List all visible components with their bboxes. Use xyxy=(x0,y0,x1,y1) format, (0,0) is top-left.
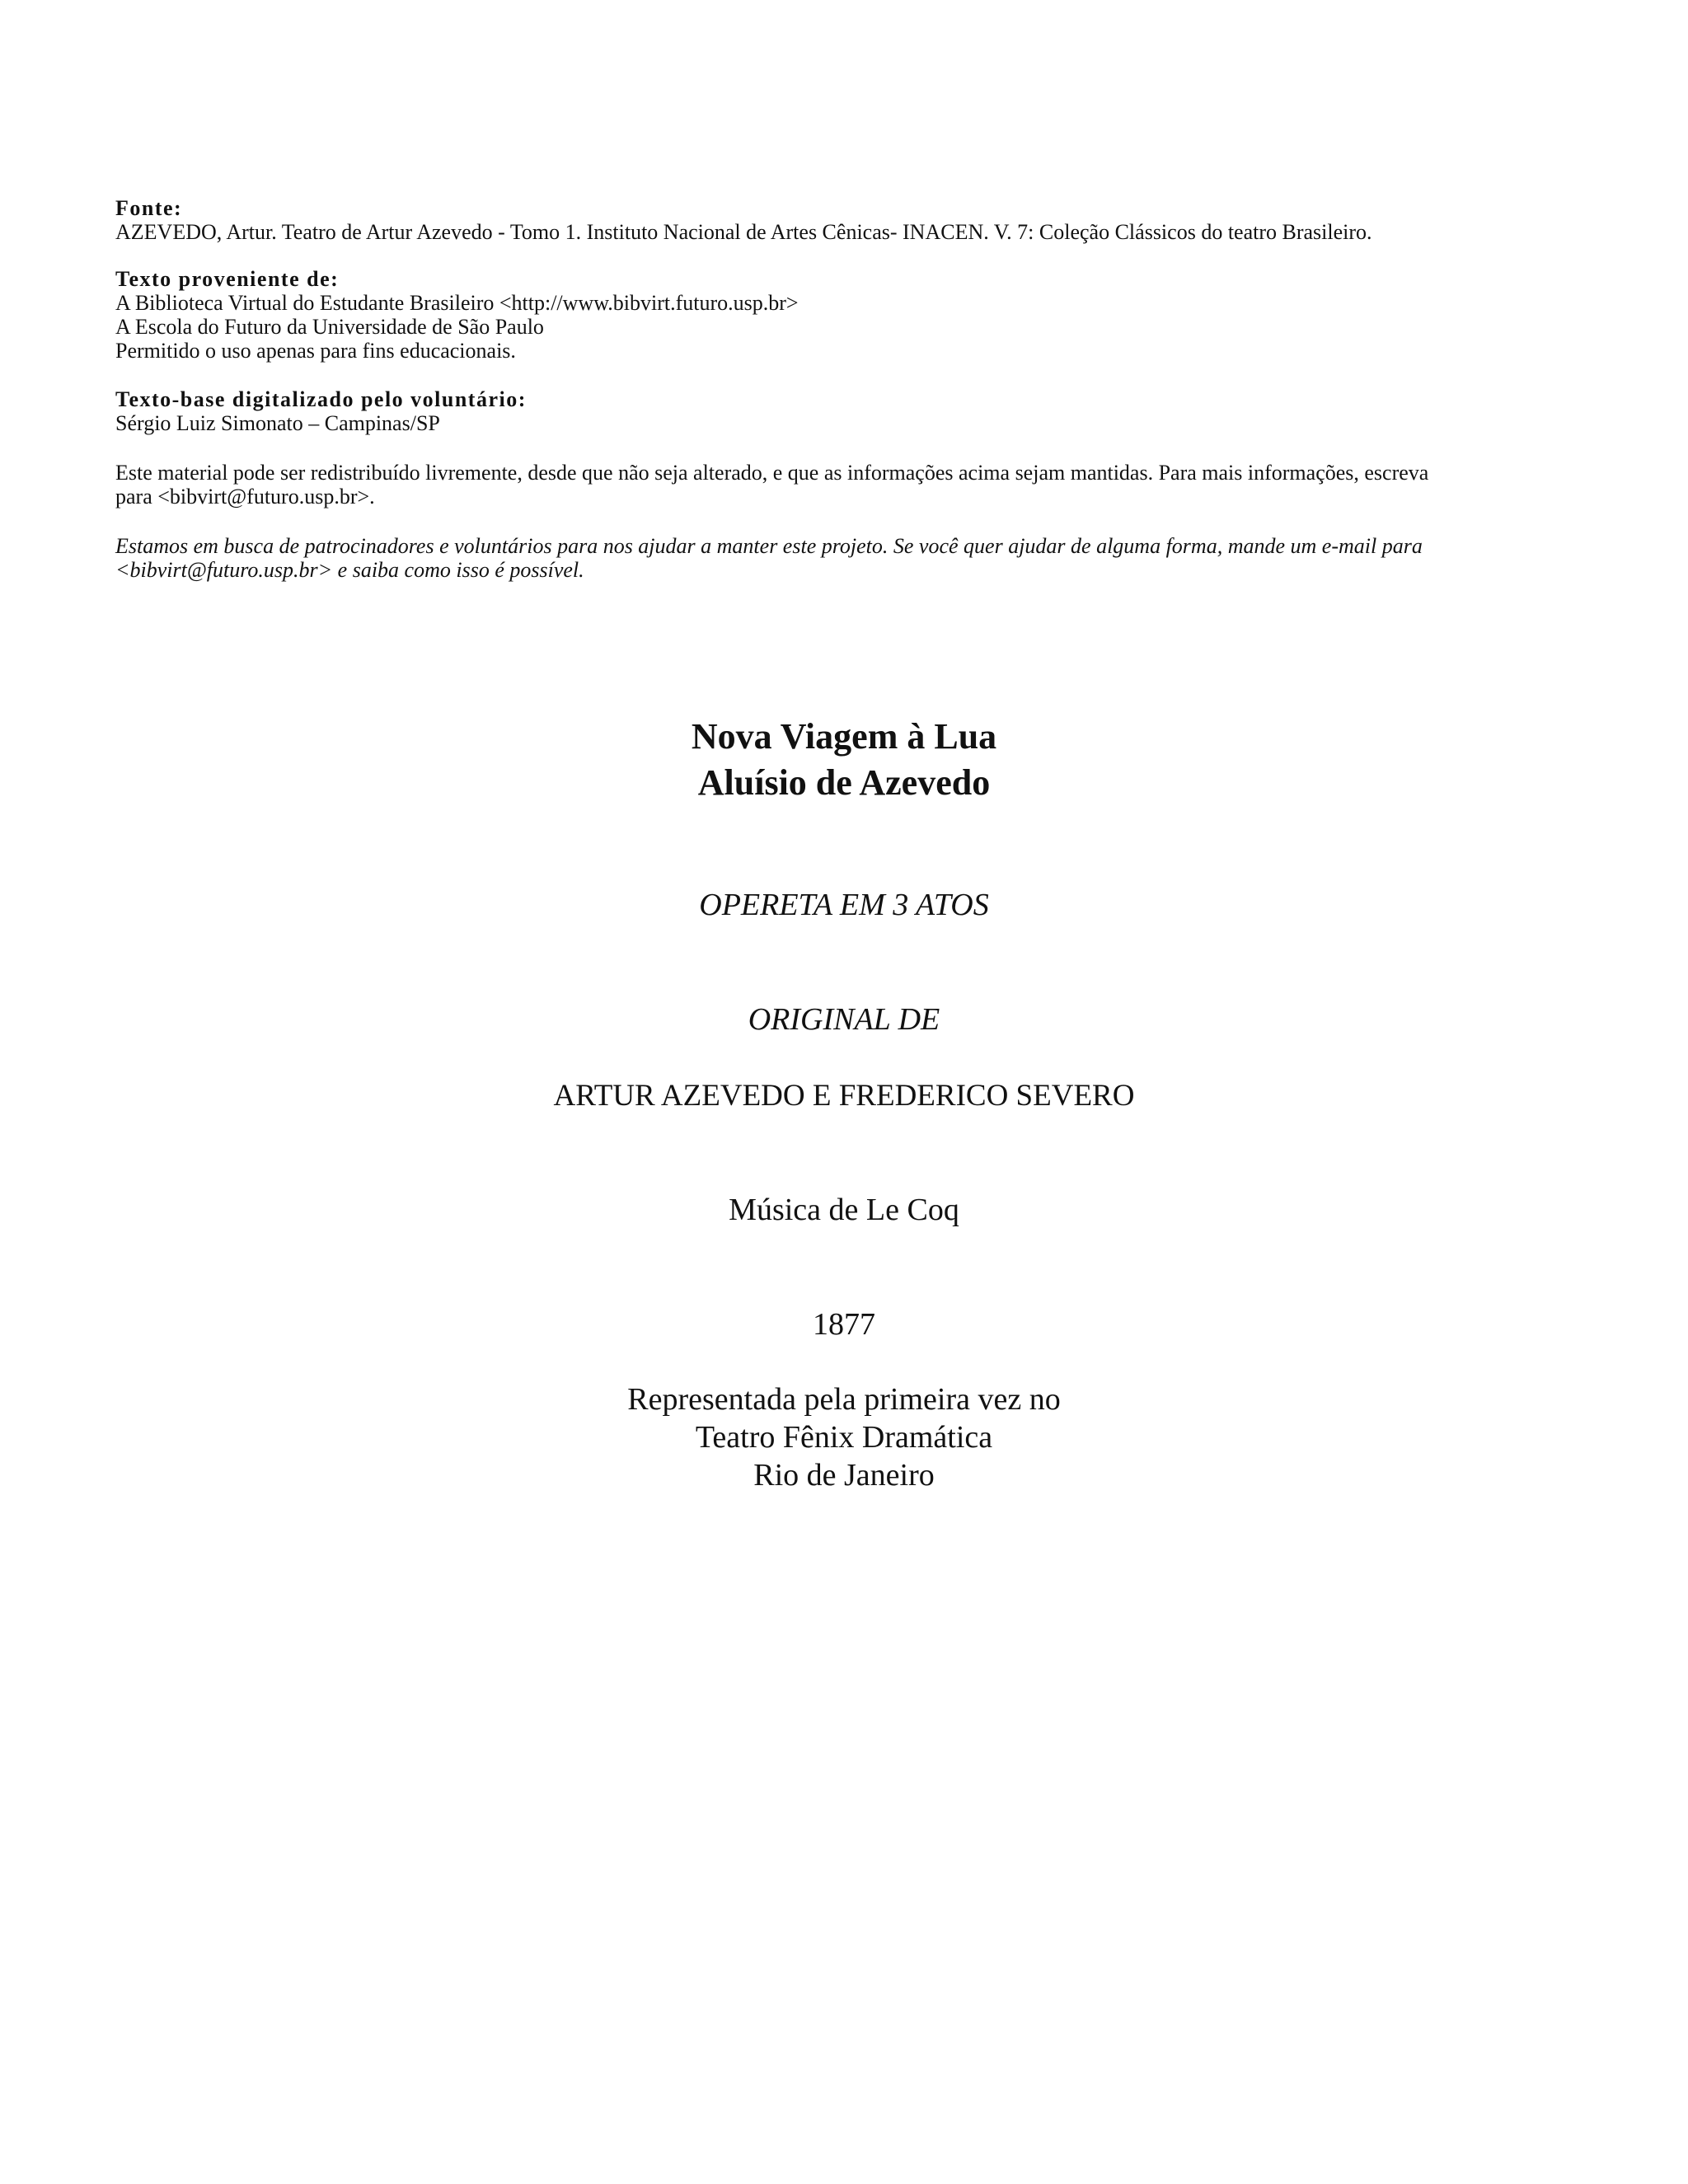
source-heading: Fonte: xyxy=(115,196,183,220)
origin-line: Permitido o uso apenas para fins educacionais. xyxy=(115,339,516,363)
source-block xyxy=(115,196,1467,244)
original-authors: ARTUR AZEVEDO E FREDERICO SEVERO xyxy=(553,1079,1135,1113)
premiere-info xyxy=(0,1380,1688,1494)
volunteer-name: Sérgio Luiz Simonato – Campinas/SP xyxy=(115,411,440,435)
work-author: Aluísio de Azevedo xyxy=(697,762,991,803)
premiere-line: Teatro Fênix Dramática xyxy=(695,1420,993,1455)
title-block xyxy=(0,714,1688,806)
volunteer-heading: Texto-base digitalizado pelo voluntário: xyxy=(115,387,527,411)
sponsorship-call: Estamos em busca de patrocinadores e voluntários para nos ajudar a manter este projeto. Se você quer ajudar de alguma forma, mande um e-mail para <bibvirt@futuro.usp.br> e saiba como isso é possível. xyxy=(115,534,1423,582)
license-notice: Este material pode ser redistribuído livremente, desde que não seja alterado, e que as informações acima sejam mantidas. Para mais informações, escreva para <bibvirt@futuro.usp.br>. xyxy=(115,461,1429,509)
original-label: ORIGINAL DE xyxy=(748,1002,940,1037)
work-subtitle: OPERETA EM 3 ATOS xyxy=(699,888,989,922)
premiere-line: Representada pela primeira vez no xyxy=(627,1382,1061,1417)
work-title: Nova Viagem à Lua xyxy=(691,716,997,757)
source-citation: AZEVEDO, Artur. Teatro de Artur Azevedo - Tomo 1. Instituto Nacional de Artes Cênicas- INACEN. V. 7: Coleção Clássicos do teatro Brasileiro. xyxy=(115,220,1372,244)
year: 1877 xyxy=(813,1307,875,1342)
premiere-line: Rio de Janeiro xyxy=(753,1458,935,1493)
origin-line: A Biblioteca Virtual do Estudante Brasileiro <http://www.bibvirt.futuro.usp.br> xyxy=(115,291,799,315)
front-matter xyxy=(115,196,1467,582)
music-credit: Música de Le Coq xyxy=(729,1193,959,1227)
origin-heading: Texto proveniente de: xyxy=(115,267,340,291)
origin-block xyxy=(115,267,1467,363)
volunteer-block xyxy=(115,387,1467,435)
origin-line: A Escola do Futuro da Universidade de São Paulo xyxy=(115,315,544,339)
